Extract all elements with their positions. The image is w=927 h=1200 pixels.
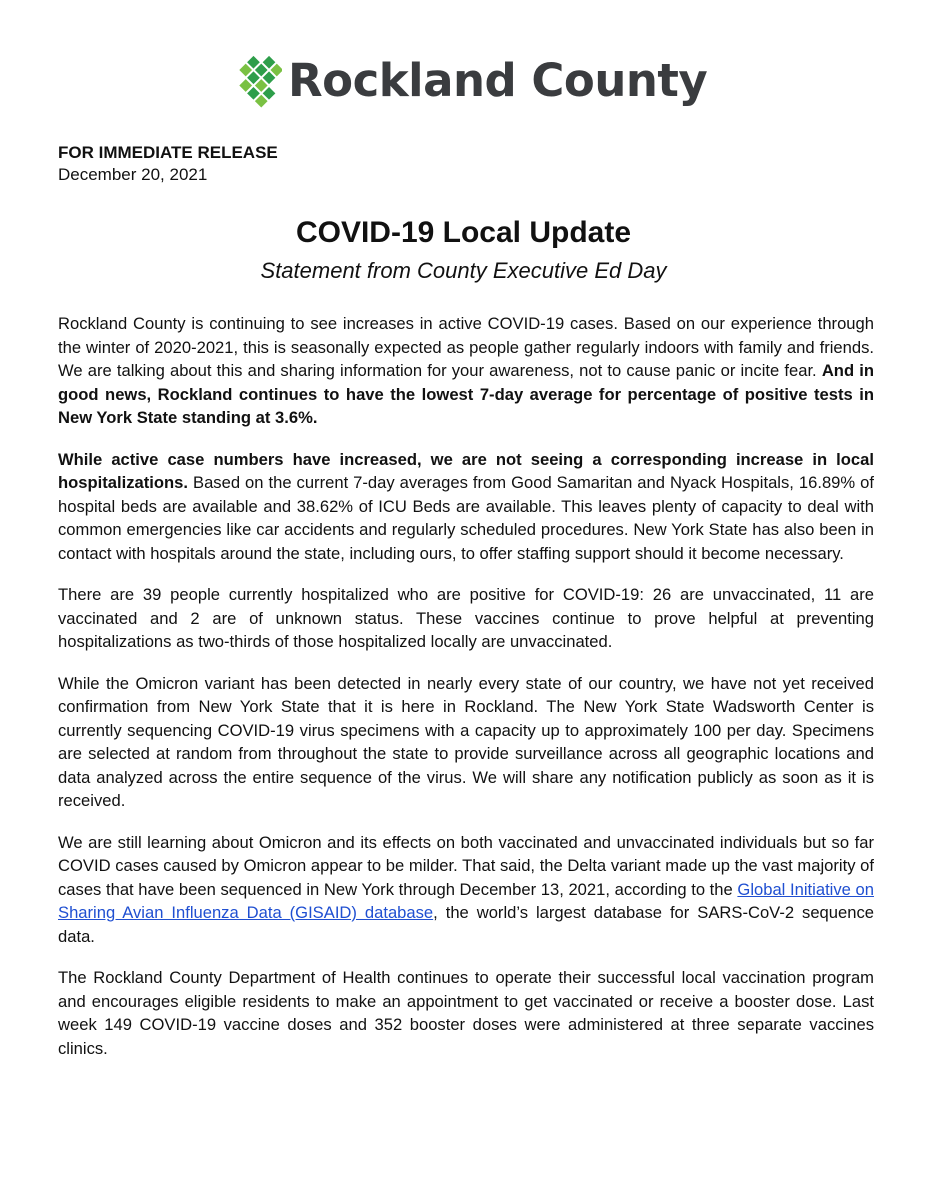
gisaid-database-link[interactable]: Global Initiative on Sharing Avian Influenza Data (GISAID) database	[58, 879, 874, 922]
paragraph-text: While the Omicron variant has been detected in nearly every state of our country, we have not yet received confirmation from New York State that it is here in Rockland. The New York State Wadsworth Center is currently sequencing COVID-19 virus specimens with a capacity up to approximately 100 per day. Specimens are selected at random from throughout the state to provide surveillance across all geographic locations and data analyzed across the entire sequence of the virus. We will share any notification publicly as soon as it is received.	[58, 673, 874, 810]
release-date: December 20, 2021	[58, 165, 208, 184]
release-body	[58, 312, 874, 1078]
page-title: COVID-19 Local Update	[295, 216, 632, 249]
paragraph-vaccination-program	[58, 966, 874, 1060]
paragraph-text: Based on the current 7-day averages from Good Samaritan and Nyack Hospitals, 16.89% of hospital beds are available and 38.62% of ICU Beds are available. This leaves plenty of capacity to deal with common emergencies like car accidents and regularly scheduled procedures. New York State has also been in contact with hospitals around the state, including ours, to offer staffing support should it become necessary.	[58, 473, 874, 563]
paragraph-text: , the world’s largest database for SARS-CoV-2 sequence data.	[58, 903, 874, 946]
rockland-diamond-logo-icon	[232, 51, 282, 113]
paragraph-bold-text: And in good news, Rockland continues to have the lowest 7-day average for percentage of positive tests in New York State standing at 3.6%.	[58, 361, 874, 427]
paragraph-text: We are still learning about Omicron and its effects on both vaccinated and unvaccinated individuals but so far COVID cases caused by Omicron appear to be milder. That said, the Delta variant made up the vast majority of cases that have been sequenced in New York through December 13, 2021, according to the	[58, 832, 874, 899]
paragraph-case-increase	[58, 312, 874, 430]
paragraph-hospital-capacity	[58, 448, 874, 566]
release-label: FOR IMMEDIATE RELEASE	[58, 143, 278, 162]
paragraph-hospitalized	[58, 583, 874, 654]
paragraph-text: The Rockland County Department of Health continues to operate their successful local vaccination program and encourages eligible residents to make an appointment to get vaccinated or receive a booster dose. Last week 149 COVID-19 vaccine doses and 352 booster doses were administered at three separate vaccines clinics.	[58, 968, 874, 1058]
paragraph-omicron-learning	[58, 831, 874, 949]
page-subtitle: Statement from County Executive Ed Day	[260, 258, 667, 283]
logo-wordmark: Rockland County	[288, 53, 708, 107]
paragraph-text: Rockland County is continuing to see increases in active COVID-19 cases. Based on our experience through the winter of 2020-2021, this is seasonally expected as people gather regularly indoors with family and friends. We are talking about this and sharing information for your awareness, not to cause panic or incite fear.	[58, 314, 874, 380]
paragraph-text: There are 39 people currently hospitalized who are positive for COVID-19: 26 are unvaccinated, 11 are vaccinated and 2 are of unknown status. These vaccines continue to prove helpful at preventing hospitalizations as two-thirds of those hospitalized locally are unvaccinated.	[58, 585, 874, 651]
paragraph-omicron-detection	[58, 672, 874, 813]
paragraph-bold-text: While active case numbers have increased, we are not seeing a corresponding increase in local hospitalizations.	[58, 449, 874, 492]
rockland-county-logo	[232, 48, 707, 116]
